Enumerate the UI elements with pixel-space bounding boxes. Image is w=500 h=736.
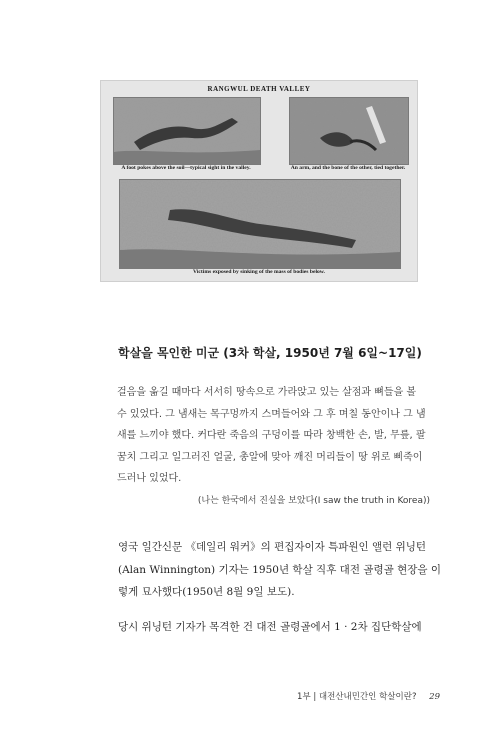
- quote-line: 새를 느끼야 했다. 커다란 죽음의 구덩이를 따라 창백한 손, 발, 무릎, 팔: [117, 430, 426, 441]
- photo-arm-and-bone: [289, 97, 409, 165]
- page-footer: [270, 690, 440, 702]
- quote-line: 드러나 있었다.: [117, 473, 182, 484]
- photo-caption-right: An arm, and the bone of the other, tied together.: [290, 165, 406, 171]
- quote-source: (나는 한국에서 진실을 보았다(I saw the truth in Korea)): [197, 496, 430, 506]
- photo-caption-left: A foot pokes above the soil—typical sight in the valley.: [121, 165, 251, 171]
- body-paragraph: [118, 616, 450, 639]
- quote-line: 수 있었다. 그 냄새는 목구멍까지 스며들어와 그 후 며칠 동안이나 그 냄: [117, 408, 426, 420]
- photo-plate-title: RANGWUL DEATH VALLEY: [207, 85, 311, 93]
- section-heading: 학살을 목인한 미군 (3차 학살, 1950년 7월 6일~17일): [118, 346, 422, 360]
- block-quote: [117, 382, 447, 490]
- historical-photo-plate: [100, 80, 418, 282]
- quote-line: 걸음을 옮길 때마다 서서히 땅속으로 가라앉고 있는 살점과 뼈들을 볼: [117, 387, 417, 398]
- paragraph-line: 영국 일간신문 《데일리 워커》의 편집자이자 특파원인 앨런 위닝턴: [118, 541, 427, 553]
- quote-line: 꿈치 그리고 일그러진 얼굴, 총알에 맞아 깨진 머리들이 땅 위로 삐죽이: [117, 451, 423, 463]
- photo-foot-in-soil: [113, 97, 261, 165]
- photo-exposed-victims: [119, 179, 401, 269]
- paragraph-line: 렇게 묘사했다(1950년 8월 9일 보도).: [118, 586, 295, 598]
- running-title: 1부 | 대전산내민간인 학살이란?: [297, 692, 417, 702]
- page-number: 29: [429, 692, 440, 702]
- paragraph-line: 당시 위닝턴 기자가 목격한 건 대전 골령골에서 1 · 2차 집단학살에: [118, 621, 422, 633]
- paragraph-line: (Alan Winnington) 기자는 1950년 학살 직후 대전 골령골 현장을 이: [118, 563, 441, 576]
- photo-caption-bottom: Victims exposed by sinking of the mass of bodies below.: [193, 269, 325, 275]
- body-paragraph: [118, 536, 450, 604]
